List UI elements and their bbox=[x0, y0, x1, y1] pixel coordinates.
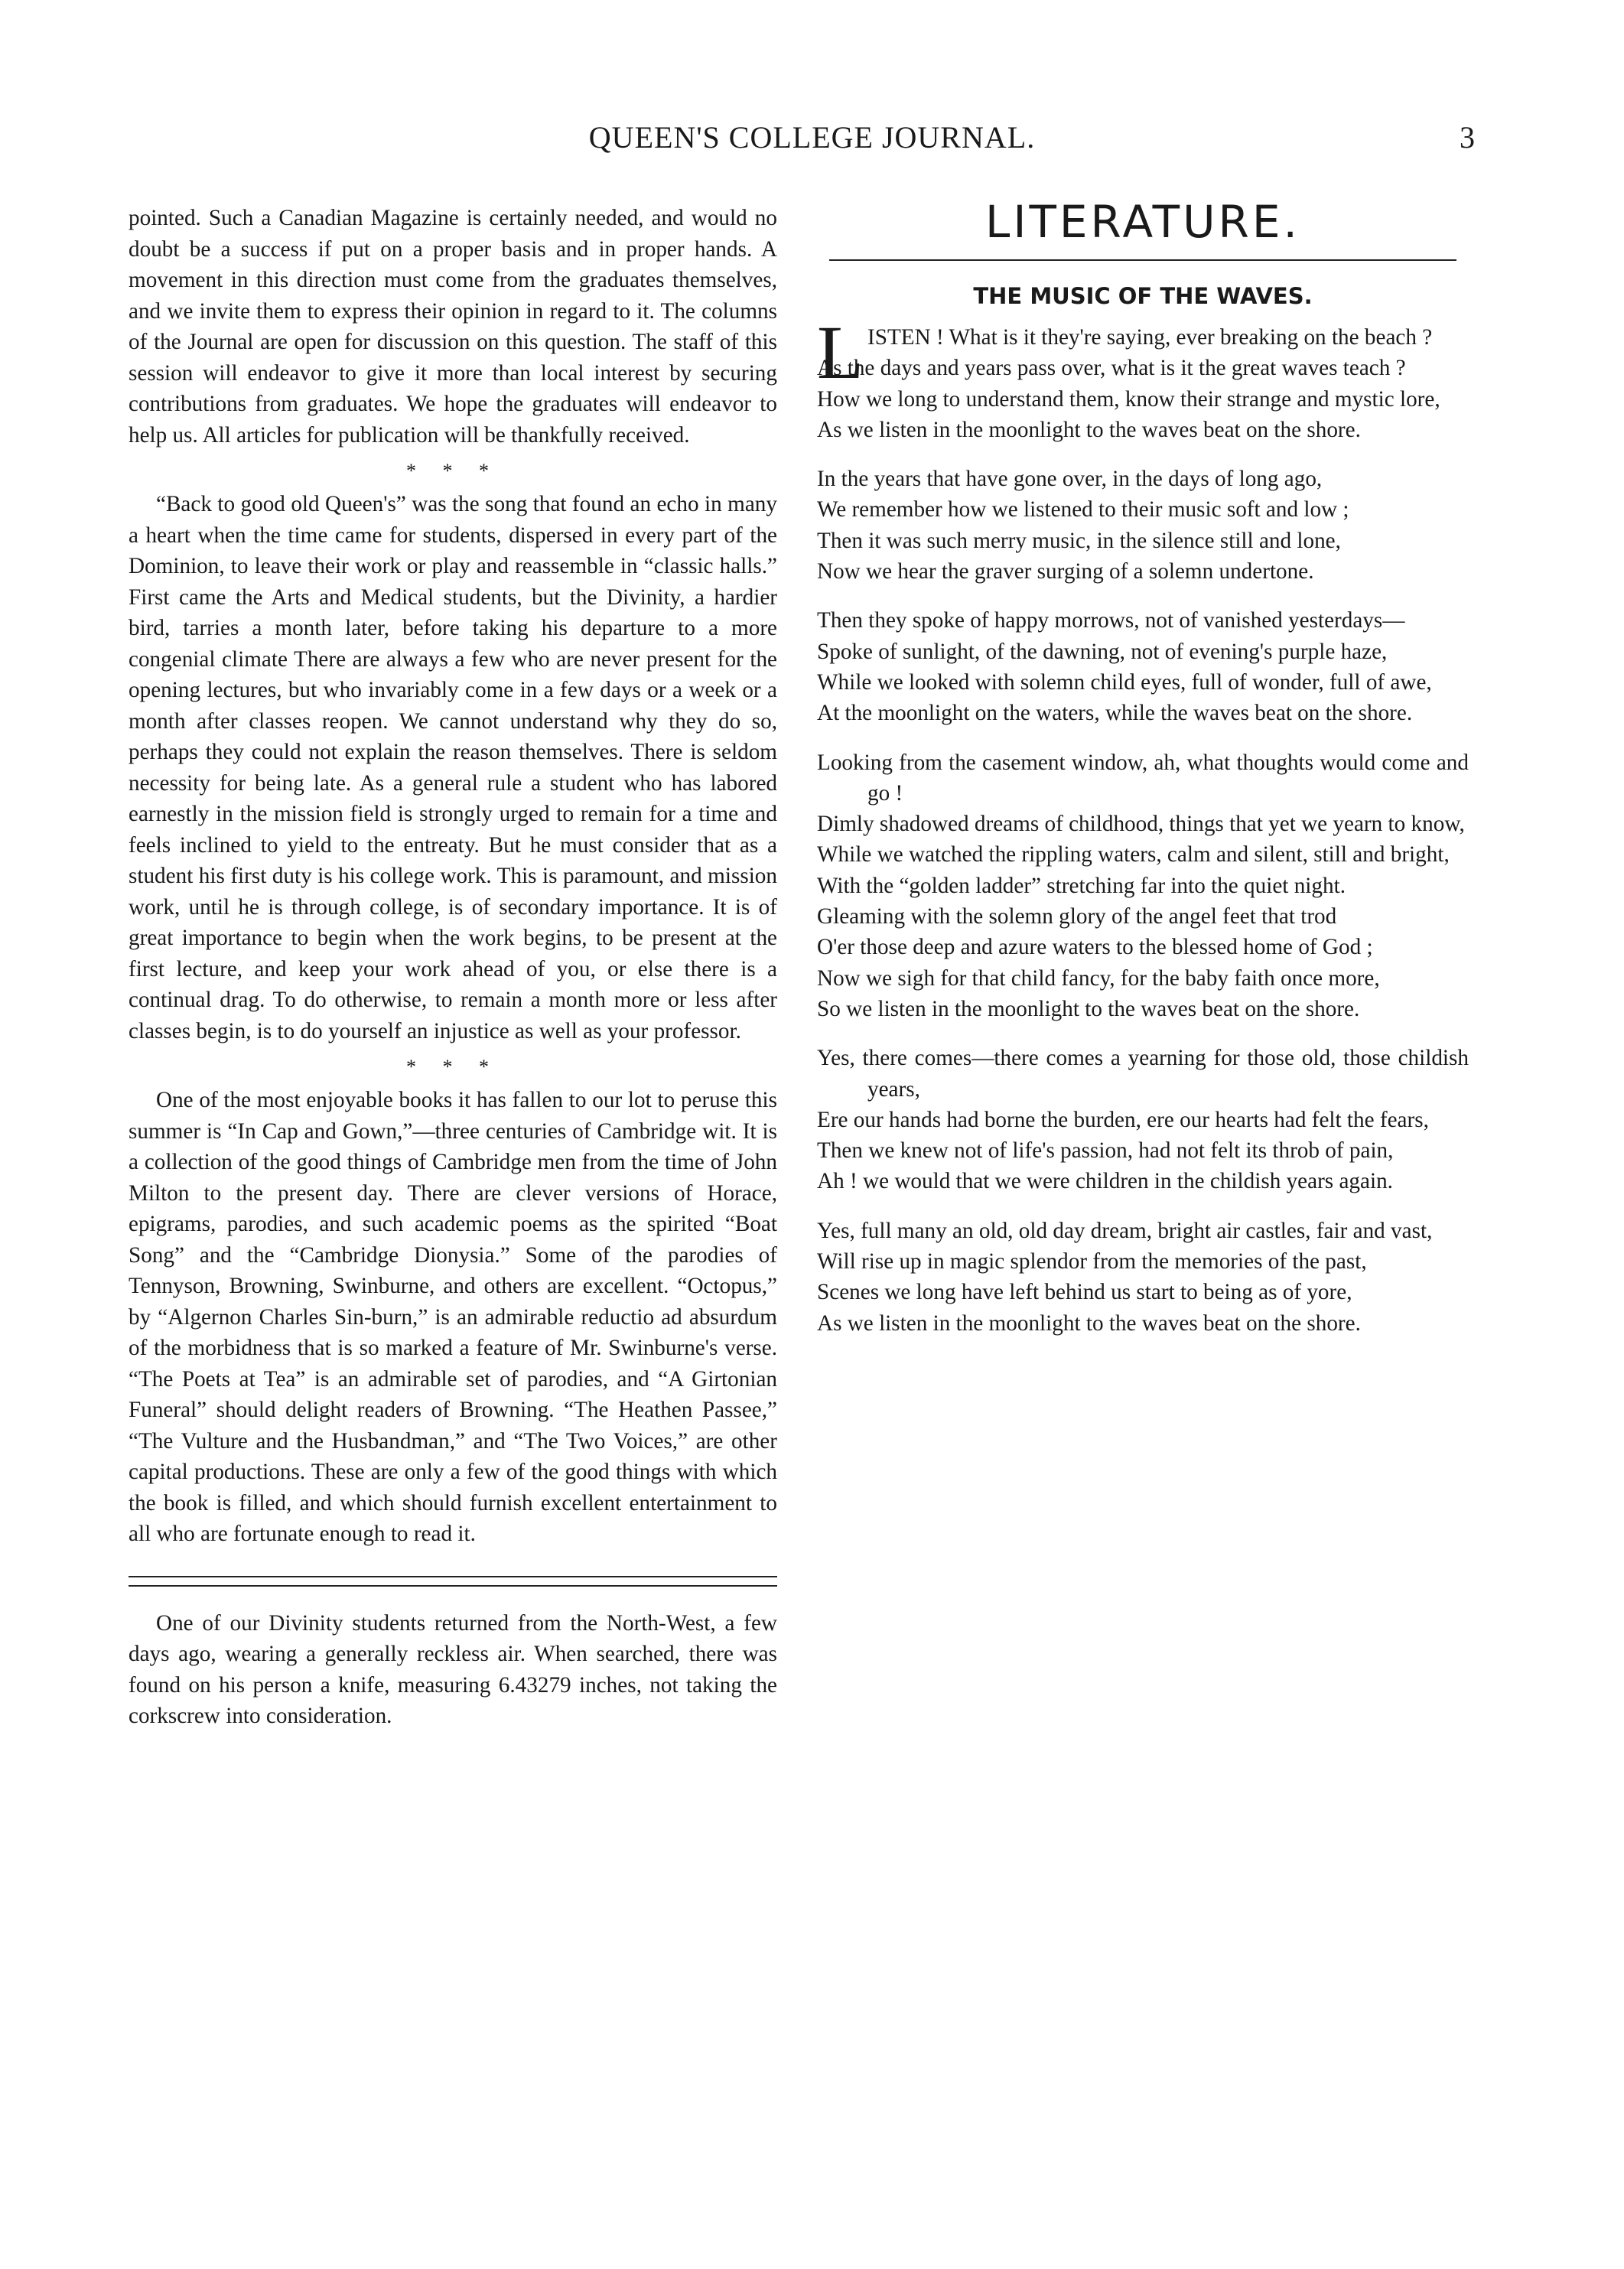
poem-line: Looking from the casement window, ah, what thoughts would come and go ! bbox=[817, 750, 1469, 806]
poem-stanza-1 bbox=[817, 310, 1469, 445]
paragraph-cap-and-gown: One of the most enjoyable books it has fallen to our lot to peruse this summer is “In Cap and Gown,”—three centuries of Cambridge wit. It is a collection of the good things of Cambridge men from the time of John Milton to the present day. There are clever versions of Horace, epigrams, parodies, and such academic poems as the spirited “Boat Song” and the “Cambridge Dionysia.” Some of the parodies of Tennyson, Browning, Swinburne, and others are excellent. “Octopus,” by “Algernon Charles Sin-burn,” is an admirable reductio ad absurdum of the morbidness that is so marked a feature of Mr. Swinburne's verse. “The Poets at Tea” is an admirable set of parodies, and “A Girtonian Funeral” should delight readers of Browning. “The Heathen Passee,” “The Vulture and the Husbandman,” and “The Two Voices,” are other capital productions. These are only a few of the good things with which the book is filled, and which should furnish excellent entertainment to all who are fortunate enough to read it. bbox=[129, 1088, 777, 1546]
poem-line: As the days and years pass over, what is it the great waves teach ? bbox=[817, 356, 1406, 381]
section-rule bbox=[829, 259, 1456, 261]
poem-line: O'er those deep and azure waters to the blessed home of God ; bbox=[817, 935, 1373, 960]
journal-title: QUEEN'S COLLEGE JOURNAL. bbox=[588, 120, 1036, 155]
poem-line: In the years that have gone over, in the days of long ago, bbox=[817, 467, 1323, 492]
poem-stanza-4 bbox=[817, 747, 1469, 1025]
right-column bbox=[817, 196, 1469, 1357]
poem-line: Then we knew not of life's passion, had not felt its throb of pain, bbox=[817, 1138, 1394, 1164]
poem-line: As we listen in the moonlight to the waves beat on the shore. bbox=[817, 417, 1361, 442]
poem-stanza-5 bbox=[817, 1043, 1469, 1196]
poem-line: Now we sigh for that child fancy, for the baby faith once more, bbox=[817, 965, 1380, 991]
poem-line: While we watched the rippling waters, calm and silent, still and bright, bbox=[817, 842, 1450, 868]
poem-line: Ah ! we would that we were children in the childish years again. bbox=[817, 1169, 1393, 1194]
poem-line: How we long to understand them, know their strange and mystic lore, bbox=[817, 386, 1440, 412]
poem-line: Spoke of sunlight, of the dawning, not of evening's purple haze, bbox=[817, 639, 1388, 664]
poem-line: So we listen in the moonlight to the waves beat on the shore. bbox=[817, 996, 1360, 1021]
poem-line: While we looked with solemn child eyes, full of wonder, full of awe, bbox=[817, 669, 1432, 695]
paragraph-back-to-queens: “Back to good old Queen's” was the song that found an echo in many a heart when the time came for students, dispersed in every part of the Dominion, to leave their work or play and reassemble in “classic halls.” First came the Arts and Medical students, but the Divinity, a hardier bird, tarries a month later, before taking his departure to a more congenial climate There are always a few who are never present for the opening lectures, but who invariably come in a few days or a week or a month after classes reopen. We cannot understand why they do so, perhaps they could not explain the reason themselves. There is seldom necessity for being late. As a general rule a student who has labored earnestly in the mission field is strongly urged to remain for a time and feels inclined to yield to the entreaty. But he must consider that as a student his first duty is his college work. This is paramount, and mission work, until he is through college, is of secondary importance. It is of great importance to begin when the work begins, to be present at the first lecture, and keep your work ahead of you, or else there is a continual drag. To do otherwise, to remain a month more or less after classes begin, is to do yourself an injustice as well as your professor. bbox=[129, 492, 777, 1043]
poem-line: Scenes we long have left behind us start to being as of yore, bbox=[817, 1280, 1352, 1305]
poem-line: Yes, full many an old, old day dream, bright air castles, fair and vast, bbox=[817, 1218, 1433, 1243]
poem-line: Now we hear the graver surging of a solemn undertone. bbox=[817, 559, 1314, 584]
poem-title: THE MUSIC OF THE WAVES. bbox=[973, 283, 1313, 309]
poem-line: Then they spoke of happy morrows, not of vanished yesterdays— bbox=[817, 608, 1405, 633]
poem-line: Yes, there comes—there comes a yearning for those old, those childish years, bbox=[817, 1046, 1469, 1102]
double-rule-divider bbox=[129, 1576, 777, 1587]
poem-stanza-2 bbox=[817, 464, 1469, 587]
page-number: 3 bbox=[1460, 120, 1475, 155]
poem-line: Ere our hands had borne the burden, ere our hearts had felt the fears, bbox=[817, 1107, 1429, 1132]
running-head bbox=[0, 115, 1624, 161]
asterism-separator: * * * bbox=[406, 460, 500, 482]
poem-line: As we listen in the moonlight to the waves beat on the shore. bbox=[817, 1310, 1361, 1336]
section-title: LITERATURE. bbox=[985, 196, 1300, 248]
poem-line: Gleaming with the solemn glory of the angel feet that trod bbox=[817, 904, 1337, 929]
paragraph-magazine: pointed. Such a Canadian Magazine is certainly needed, and would no doubt be a success if put on a proper basis and in proper hands. A movement in this direction must come from the graduates themselves, and we invite them to express their opinion in regard to it. The columns of the Journal are open for discussion on this question. The staff of this session will endeavor to give it more than local interest by securing contributions from graduates. We hope the graduates will endeavor to help us. All articles for publication will be thankfully received. bbox=[129, 206, 777, 448]
poem-line: ISTEN ! What is it they're saying, ever breaking on the beach ? bbox=[867, 325, 1433, 350]
poem-stanza-6 bbox=[817, 1216, 1469, 1339]
poem-line: With the “golden ladder” stretching far into the quiet night. bbox=[817, 873, 1346, 898]
poem-stanza-3 bbox=[817, 605, 1469, 728]
paragraph-divinity-student: One of our Divinity students returned from the North-West, a few days ago, wearing a generally reckless air. When searched, there was found on his person a knife, measuring 6.43279 inches, not taking the corkscrew into consideration. bbox=[129, 1610, 777, 1728]
left-column bbox=[129, 203, 777, 1732]
poem-line: We remember how we listened to their music soft and low ; bbox=[817, 497, 1349, 522]
asterism-separator: * * * bbox=[406, 1056, 500, 1078]
poem-line: At the moonlight on the waters, while the waves beat on the shore. bbox=[817, 701, 1413, 726]
poem-line: Will rise up in magic splendor from the memories of the past, bbox=[817, 1249, 1367, 1274]
poem-line: Then it was such merry music, in the silence still and lone, bbox=[817, 528, 1341, 553]
dropcap-letter: L bbox=[817, 310, 864, 395]
poem-line: Dimly shadowed dreams of childhood, things that yet we yearn to know, bbox=[817, 812, 1465, 837]
